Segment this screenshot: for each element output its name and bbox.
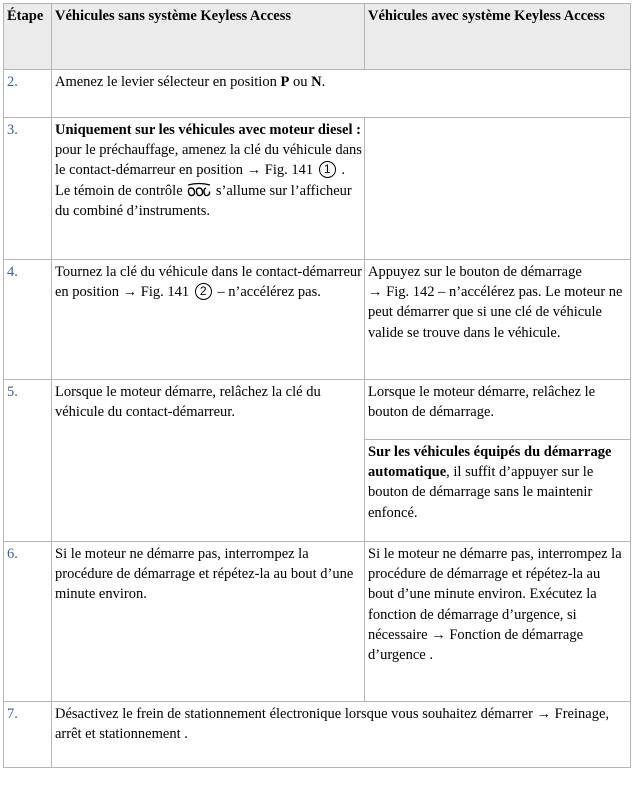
figure-link[interactable]: → Fig. 142 <box>368 284 435 301</box>
emergency-start-link[interactable]: → Fonction de démarrage d’urgence <box>368 626 583 664</box>
step-number: 3. <box>4 118 52 260</box>
step-text-with-keyless-auto-start: Sur les véhicules équipés du démarrage automatique, il suffit d’appuyer sur le bouton de démarrage sans le maintenir enfoncé. <box>365 440 631 542</box>
callout-number: 2 <box>195 283 212 300</box>
table-row <box>4 118 631 260</box>
parking-brake-link[interactable]: → Freinage, arrêt et stationnement <box>55 706 610 743</box>
figure-link[interactable]: → Fig. 141 <box>122 284 190 301</box>
step-text: Amenez le levier sélecteur en position P ou N. <box>52 70 631 118</box>
callout-number: 1 <box>319 161 336 178</box>
steps-table <box>3 3 631 768</box>
header-without-keyless: Véhicules sans système Keyless Access <box>52 4 365 70</box>
header-with-keyless: Véhicules avec système Keyless Access <box>365 4 631 70</box>
step-text-without-keyless: Lorsque le moteur démarre, relâchez la clé du véhicule du contact-démarreur. <box>52 380 365 542</box>
table-row <box>4 542 631 702</box>
step-number: 4. <box>4 260 52 380</box>
step-text-with-keyless: Appuyez sur le bouton de démarrage → Fig. 142 – n’accélérez pas. Le moteur ne peut démarrer que si une clé de véhicule valide se trouve dans le véhicule. <box>365 260 631 380</box>
header-step: Étape <box>4 4 52 70</box>
table-row <box>4 702 631 768</box>
step-number: 6. <box>4 542 52 702</box>
step-text: Désactivez le frein de stationnement électronique lorsque vous souhaitez démarrer → Freinage, arrêt et stationnement . <box>52 702 631 768</box>
table-row <box>4 260 631 380</box>
table-row <box>4 70 631 118</box>
step-text-without-keyless: Si le moteur ne démarre pas, interrompez la procédure de démarrage et répétez-la au bout d’une minute environ. <box>52 542 365 702</box>
step-text-without-keyless: Uniquement sur les véhicules avec moteur diesel : pour le préchauffage, amenez la clé du véhicule dans le contact-démarreur en position → Fig. 141 1 . Le témoin de contrôle s’allume sur l’afficheur du combiné d’instruments. <box>52 118 365 260</box>
step-text-with-keyless: Si le moteur ne démarre pas, interrompez la procédure de démarrage et répétez-la au bout d’une minute environ. Exécutez la fonction de démarrage d’urgence, si nécessaire → Fonction de démarrage d’urgence . <box>365 542 631 702</box>
step-number: 5. <box>4 380 52 542</box>
step-text-with-keyless <box>365 118 631 260</box>
table-header-row <box>4 4 631 70</box>
step-text-without-keyless: Tournez la clé du véhicule dans le contact-démarreur en position → Fig. 141 2 – n’accélérez pas. <box>52 260 365 380</box>
figure-link[interactable]: → Fig. 141 <box>246 162 314 179</box>
step-text-with-keyless: Lorsque le moteur démarre, relâchez le bouton de démarrage. <box>365 380 631 440</box>
step-number: 7. <box>4 702 52 768</box>
table-row <box>4 380 631 440</box>
glow-plug-icon <box>186 182 212 196</box>
step-number: 2. <box>4 70 52 118</box>
